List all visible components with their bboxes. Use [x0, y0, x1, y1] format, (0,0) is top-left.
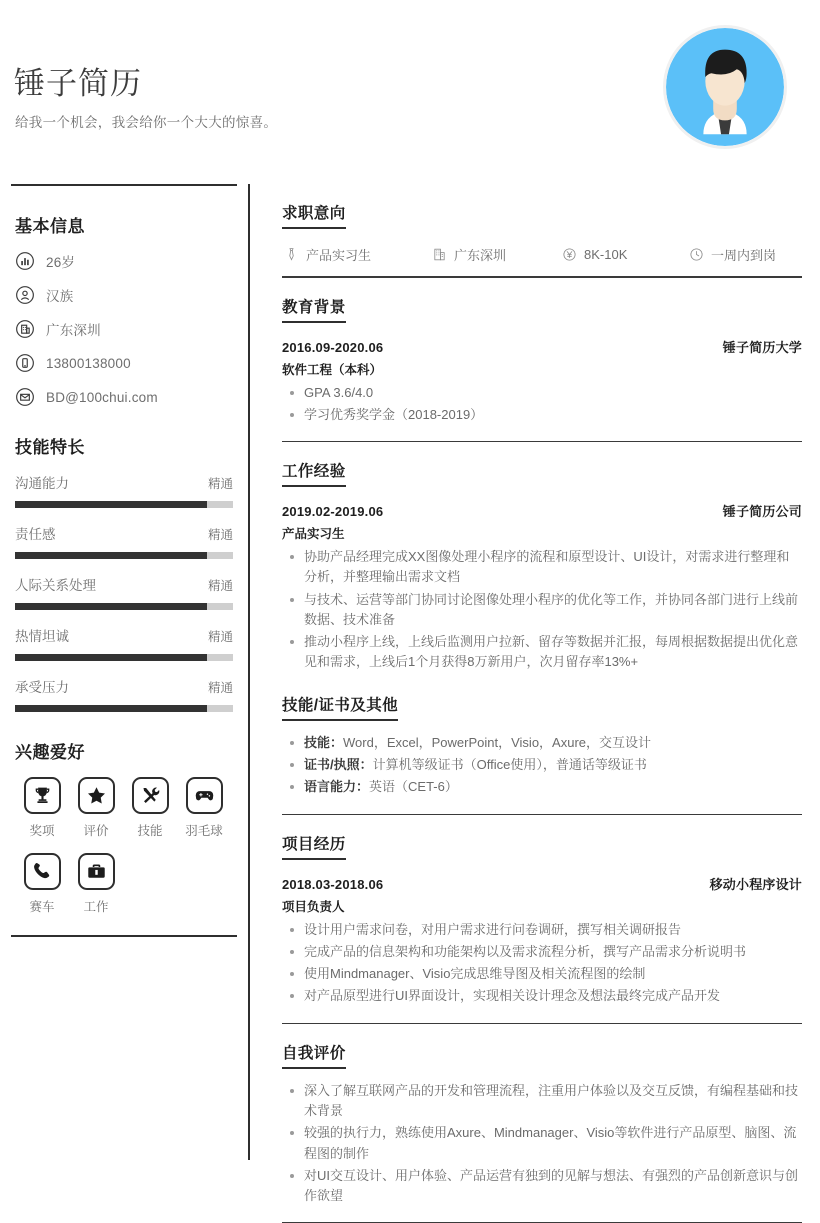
list-item: 与技术、运营等部门协同讨论图像处理小程序的优化等工作，并协同各部门进行上线前数据、技术准备	[282, 590, 802, 630]
sidebar-hobbies-title: 兴趣爱好	[15, 743, 85, 762]
project-bullets	[282, 920, 802, 1007]
skill-progress-track	[15, 552, 233, 559]
section-title: 自我评价	[282, 1041, 346, 1069]
intent-salary	[562, 245, 689, 264]
skill-level: 精通	[207, 579, 233, 593]
hobby-item-rating[interactable]	[69, 777, 123, 839]
hobby-label: 评价	[83, 824, 109, 838]
skill-item	[15, 523, 233, 559]
list-item: 协助产品经理完成XX图像处理小程序的流程和原型设计、UI设计，对需求进行整理和分析，并整理输出需求文档	[282, 547, 802, 587]
sidebar-section-skills	[12, 433, 236, 712]
info-row-phone	[15, 353, 236, 373]
skill-progress-fill	[15, 552, 207, 559]
skill-progress-fill	[15, 705, 207, 712]
building-icon	[432, 247, 447, 262]
list-item: 对UI交互设计、用户体验、产品运营有独到的见解与想法、有强烈的产品创新意识与创作欲望	[282, 1166, 802, 1206]
intent-location	[432, 245, 562, 264]
skill-name: 责任感	[15, 527, 56, 542]
skill-level: 精通	[207, 528, 233, 542]
hobby-label: 羽毛球	[185, 824, 223, 838]
list-item: 对产品原型进行UI界面设计，实现相关设计理念及想法最终完成产品开发	[282, 986, 802, 1006]
hobby-item-racing[interactable]	[15, 853, 69, 915]
intent-text: 产品实习生	[306, 248, 372, 263]
section-title: 项目经历	[282, 832, 346, 860]
intent-text: 一周内到岗	[711, 248, 777, 263]
yen-circle-icon	[562, 247, 577, 262]
skill-name: 沟通能力	[15, 476, 69, 491]
list-item: 学习优秀奖学金（2018-2019）	[282, 405, 802, 425]
hobby-item-award[interactable]	[15, 777, 69, 839]
self-eval-bullets	[282, 1081, 802, 1206]
skill-progress-track	[15, 501, 233, 508]
sidebar-section-basic-info	[12, 212, 236, 407]
skill-level: 精通	[207, 681, 233, 695]
necktie-icon	[284, 247, 299, 262]
section-title: 工作经验	[282, 459, 346, 487]
section-work-experience	[282, 442, 802, 676]
list-item	[282, 777, 802, 797]
main-content	[252, 184, 820, 1223]
tools-icon	[140, 785, 161, 806]
entry-role: 产品实习生	[282, 527, 345, 542]
intent-availability	[689, 245, 776, 264]
phone-handset-icon	[32, 861, 53, 882]
page-title: 锤子简历	[14, 66, 142, 101]
section-self-evaluation	[282, 1024, 802, 1223]
hobby-tile	[24, 777, 61, 814]
sidebar-basic-info-title: 基本信息	[15, 217, 85, 236]
section-job-intent	[282, 184, 802, 278]
list-item: 较强的执行力，熟练使用Axure、Mindmanager、Visio等软件进行产品原型、脑图、流程图的制作	[282, 1123, 802, 1163]
building-circle-icon	[15, 319, 35, 339]
hobby-item-badminton[interactable]	[177, 777, 231, 839]
skill-progress-fill	[15, 654, 207, 661]
sidebar-top-rule	[11, 184, 237, 186]
person-circle-icon	[15, 285, 35, 305]
skill-name: 热情坦诚	[15, 629, 69, 644]
hobby-label: 技能	[137, 824, 163, 838]
work-bullets	[282, 547, 802, 672]
avatar	[663, 25, 787, 149]
list-item	[282, 733, 802, 753]
hobby-label: 工作	[83, 900, 109, 914]
hobby-item-skill[interactable]	[123, 777, 177, 839]
entry-role: 软件工程（本科）	[282, 362, 383, 377]
intent-text: 8K-10K	[584, 247, 628, 262]
list-item	[282, 755, 802, 775]
work-entry	[282, 501, 802, 676]
info-value: 广东深圳	[46, 323, 101, 338]
clock-icon	[689, 247, 704, 262]
envelope-circle-icon	[15, 387, 35, 407]
bullet-label: 证书/执照：	[304, 757, 373, 773]
resume-body	[0, 184, 820, 1203]
bullet-label: 语言能力：	[304, 779, 370, 795]
info-value: 13800138000	[46, 355, 131, 371]
sidebar-skills-title: 技能特长	[15, 438, 85, 457]
sidebar	[0, 184, 250, 1160]
info-row-location	[15, 319, 236, 339]
intent-position	[284, 245, 432, 264]
entry-org: 锤子简历公司	[722, 504, 802, 520]
skill-progress-track	[15, 705, 233, 712]
entry-date: 2016.09-2020.06	[282, 339, 384, 355]
bullet-text: 英语（CET-6）	[369, 779, 458, 795]
info-value: 汉族	[46, 289, 74, 304]
hobby-tile	[78, 777, 115, 814]
list-item: 完成产品的信息架构和功能架构以及需求流程分析，撰写产品需求分析说明书	[282, 942, 802, 962]
hobby-item-work[interactable]	[69, 853, 123, 915]
skill-progress-track	[15, 654, 233, 661]
list-item: 使用Mindmanager、Visio完成思维导图及相关流程图的绘制	[282, 964, 802, 984]
briefcase-icon	[86, 861, 107, 882]
trophy-icon	[32, 785, 53, 806]
skill-level: 精通	[207, 477, 233, 491]
chart-bar-circle-icon	[15, 251, 35, 271]
header-slogan: 给我一个机会，我会给你一个大大的惊喜。	[15, 115, 278, 130]
list-item: 推动小程序上线，上线后监测用户拉新、留存等数据并汇报，每周根据数据提出优化意见和需求，上线后1个月获得8万新用户，次月留存率13%+	[282, 632, 802, 672]
section-title: 求职意向	[282, 201, 346, 229]
info-row-ethnicity	[15, 285, 236, 305]
sidebar-section-hobbies	[12, 738, 236, 929]
list-item: GPA 3.6/4.0	[282, 383, 802, 403]
info-value: BD@100chui.com	[46, 389, 158, 405]
skill-name: 人际关系处理	[15, 578, 96, 593]
hobby-label: 奖项	[29, 824, 55, 838]
section-education	[282, 278, 802, 443]
skill-item	[15, 625, 233, 661]
entry-date: 2019.02-2019.06	[282, 504, 384, 520]
hobby-tile	[78, 853, 115, 890]
education-bullets	[282, 383, 802, 425]
skill-progress-track	[15, 603, 233, 610]
bullet-text: 计算机等级证书（Office使用），普通话等级证书	[372, 757, 647, 773]
skill-progress-fill	[15, 501, 207, 508]
hobby-tile	[24, 853, 61, 890]
skill-item	[15, 472, 233, 508]
entry-role: 项目负责人	[282, 900, 345, 915]
bullet-text: Word，Excel，PowerPoint，Visio，Axure，交互设计	[343, 735, 652, 751]
skill-item	[15, 676, 233, 712]
section-title: 技能/证书及其他	[282, 693, 398, 721]
gamepad-icon	[194, 785, 215, 806]
skill-name: 承受压力	[15, 680, 69, 695]
section-title: 教育背景	[282, 295, 346, 323]
phone-circle-icon	[15, 353, 35, 373]
section-projects	[282, 815, 802, 1024]
user-avatar-illustration	[666, 28, 784, 146]
skill-item	[15, 574, 233, 610]
education-entry	[282, 337, 802, 429]
hobby-tile	[132, 777, 169, 814]
entry-org: 锤子简历大学	[722, 339, 802, 355]
hobby-tile	[186, 777, 223, 814]
star-icon	[86, 785, 107, 806]
section-certificates	[282, 676, 802, 815]
info-row-age	[15, 251, 236, 271]
project-entry	[282, 874, 802, 1011]
entry-date: 2018.03-2018.06	[282, 877, 384, 893]
skill-level: 精通	[207, 630, 233, 644]
list-item: 深入了解互联网产品的开发和管理流程，注重用户体验以及交互反馈，有编程基础和技术背景	[282, 1081, 802, 1121]
info-value: 26岁	[46, 255, 76, 270]
intent-text: 广东深圳	[454, 248, 507, 263]
entry-org: 移动小程序设计	[709, 877, 802, 893]
sidebar-bottom-rule	[11, 935, 237, 937]
certificates-bullets	[282, 733, 802, 797]
skill-progress-fill	[15, 603, 207, 610]
list-item: 设计用户需求问卷，对用户需求进行问卷调研，撰写相关调研报告	[282, 920, 802, 940]
bullet-label: 技能：	[304, 735, 344, 751]
hobby-label: 赛车	[29, 900, 55, 914]
info-row-email	[15, 387, 236, 407]
resume-header	[0, 0, 820, 184]
